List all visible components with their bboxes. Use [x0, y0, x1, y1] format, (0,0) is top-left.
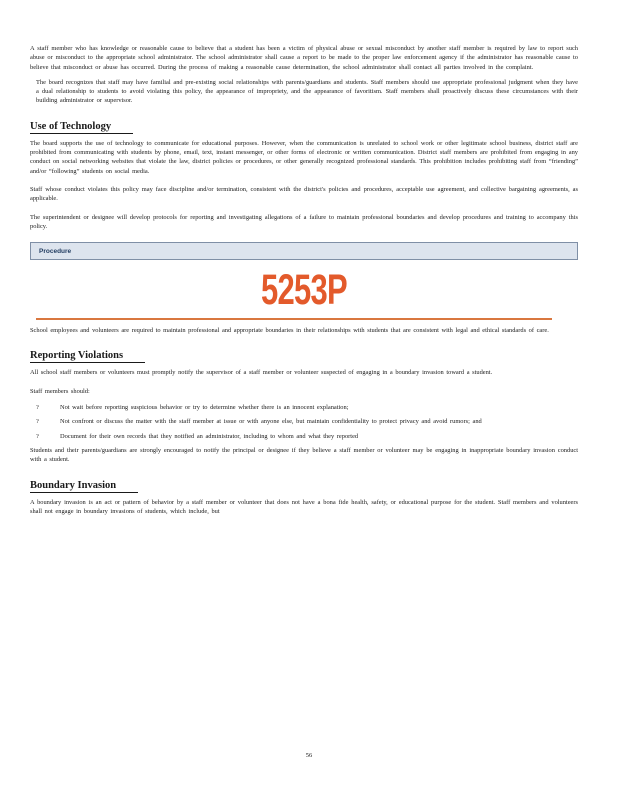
bullet-marker: ? [36, 404, 39, 412]
bullet-marker: ? [36, 418, 39, 426]
bullet-marker: ? [36, 432, 39, 440]
procedure-code: 5253P [261, 266, 347, 315]
bullet-text: Not confront or discuss the matter with the staff member at issue or with anyone else, but maintain confidentiality to protect privacy and avoid rumors; and [60, 418, 482, 426]
bullet-text: Document for their own records that they notified an administrator, including to whom and what they reported [60, 432, 359, 440]
paragraph-staff-should: Staff members should: [30, 387, 90, 395]
paragraph-boundary-definition: A boundary invasion is an act or pattern of behavior by a staff member or volunteer that does not have a bona fide health, safety, or educational purpose for the student. Staff members and volunteers shall not engage in boundary invasions of students, which include, but [30, 498, 578, 515]
bullet-text: Not wait before reporting suspicious behavior or try to determine whether there is an innocent explanation; [60, 404, 349, 412]
paragraph-notify-supervisor: All school staff members or volunteers must promptly notify the supervisor of a staff member or volunteer suspected of engaging in a boundary invasion toward a student. [30, 369, 493, 377]
procedure-banner [30, 242, 578, 260]
page-number: 56 [305, 752, 313, 759]
divider-rule [36, 318, 552, 320]
paragraph-dual-relationship: The board recognizes that staff may have familial and pre-existing social relationships with parents/guardians and students. Staff members should use appropriate professional judgment when they have a dual relationship to students to avoid violating this policy, the appearance of impropriety, and the appearance of favoritism. Staff members shall proactively discuss these circumstances with their building administrator or supervisor. [36, 78, 578, 105]
list-item [30, 432, 578, 441]
paragraph-students-parents: Students and their parents/guardians are strongly encouraged to notify the principal or designee if they believe a staff member or volunteer may be engaging in inappropriate boundary invasion conduct with a student. [30, 446, 578, 464]
list-item [30, 417, 578, 426]
document-page [30, 44, 578, 516]
heading-use-of-technology: Use of Technology [30, 120, 133, 134]
bullet-list [30, 403, 578, 441]
paragraph-technology: The board supports the use of technology to communicate for educational purposes. However, when the communication is unrelated to school work or other legitimate school business, district staff are prohibited from communicating with students by phone, email, text, instant messenger, or other forms of electronic or written communication. District staff members are prohibited from engaging in any conduct on social networking websites that violate the law, district policies or procedures, or other generally recognized professional standards. This prohibition includes prohibiting staff from “friending” and/or “following” students on social media. [30, 139, 578, 175]
heading-reporting-violations: Reporting Violations [30, 349, 145, 363]
procedure-label: Procedure [39, 247, 72, 255]
paragraph-discipline: Staff whose conduct violates this policy may face discipline and/or termination, consistent with the district's policies and procedures, acceptable use agreement, and collective bargaining agreements, as applicable. [30, 185, 578, 203]
heading-boundary-invasion: Boundary Invasion [30, 479, 138, 493]
paragraph-protocols: The superintendent or designee will develop protocols for reporting and investigating allegations of a failure to maintain professional boundaries and develop procedures and training to accompany this policy. [30, 213, 578, 230]
paragraph-boundaries-intro: School employees and volunteers are required to maintain professional and appropriate boundaries in their relationships with students that are consistent with legal and ethical standards of care. [30, 327, 549, 335]
list-item [30, 403, 578, 412]
paragraph-reporting-law: A staff member who has knowledge or reasonable cause to believe that a student has been a victim of physical abuse or sexual misconduct by another staff member is required by law to report such abuse or misconduct to the appropriate school administrator. The school administrator shall cause a report to be made to the proper law enforcement agency if the administrator has reasonable cause to believe that misconduct or abuse has occurred. During the process of making a reasonable cause determination, the school administrator shall contact all parties involved in the complaint. [30, 45, 578, 71]
